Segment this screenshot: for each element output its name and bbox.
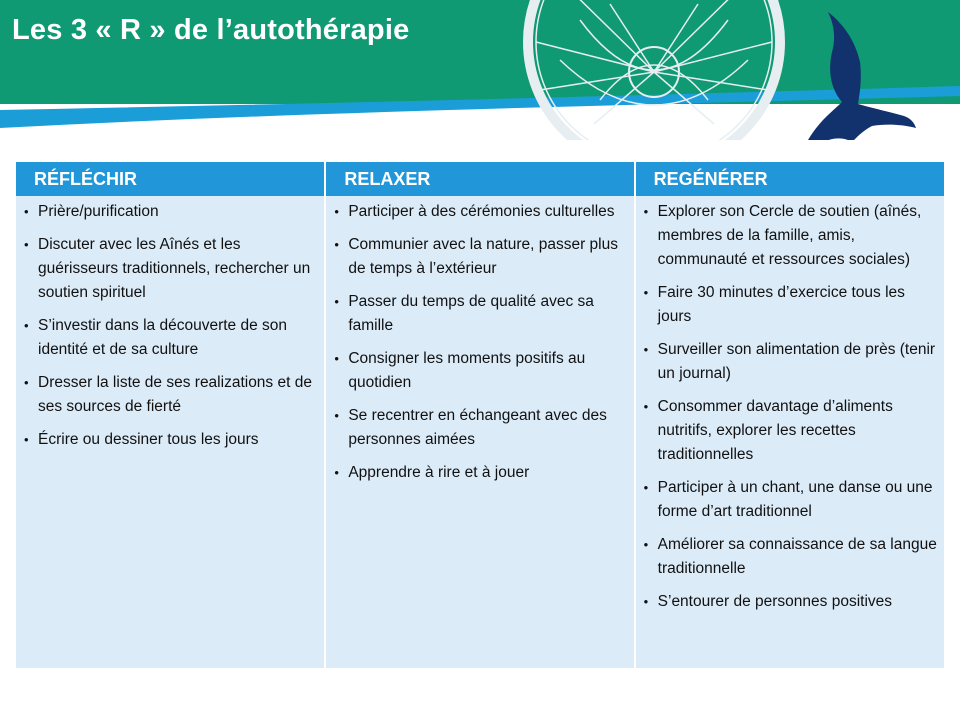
column-header-relaxer: RELAXER	[325, 162, 634, 196]
list-item: • Dresser la liste de ses realizations et de ses sources de fierté	[20, 371, 320, 419]
list-item: • Passer du temps de qualité avec sa famille	[330, 290, 629, 338]
list-item: • Consigner les moments positifs au quotidien	[330, 347, 629, 395]
list-item: • Participer à un chant, une danse ou une forme d’art traditionnel	[640, 476, 940, 524]
list-item: • Apprendre à rire et à jouer	[330, 461, 629, 485]
list-item: • Discuter avec les Aînés et les guérisseurs traditionnels, rechercher un soutien spirituel	[20, 233, 320, 305]
list-item: • Explorer son Cercle de soutien (aînés, membres de la famille, amis, communauté et ressources sociales)	[640, 200, 940, 272]
list-item: • Consommer davantage d’aliments nutritifs, explorer les recettes traditionnelles	[640, 395, 940, 467]
list-item: • Communier avec la nature, passer plus de temps à l’extérieur	[330, 233, 629, 281]
list-item: • S’investir dans la découverte de son identité et de sa culture	[20, 314, 320, 362]
list-item: • Se recentrer en échangeant avec des personnes aimées	[330, 404, 629, 452]
list-item: • Écrire ou dessiner tous les jours	[20, 428, 320, 452]
slide-title: Les 3 « R » de l’autothérapie	[12, 14, 410, 46]
column-cell-reflechir	[16, 196, 325, 668]
list-item: • Surveiller son alimentation de près (tenir un journal)	[640, 338, 940, 386]
bullet-list-relaxer	[330, 200, 629, 485]
list-item: • Faire 30 minutes d’exercice tous les jours	[640, 281, 940, 329]
list-item: • Prière/purification	[20, 200, 320, 224]
column-cell-relaxer	[325, 196, 634, 668]
list-item: • Améliorer sa connaissance de sa langue traditionnelle	[640, 533, 940, 581]
column-cell-regenerer	[635, 196, 944, 668]
column-header-regenerer: REGÉNÉRER	[635, 162, 944, 196]
list-item: • Participer à des cérémonies culturelles	[330, 200, 629, 224]
list-item: • S’entourer de personnes positives	[640, 590, 940, 614]
bullet-list-reflechir	[20, 200, 320, 452]
column-header-reflechir: RÉFLÉCHIR	[16, 162, 325, 196]
self-care-table	[16, 162, 944, 668]
bullet-list-regenerer	[640, 200, 940, 614]
